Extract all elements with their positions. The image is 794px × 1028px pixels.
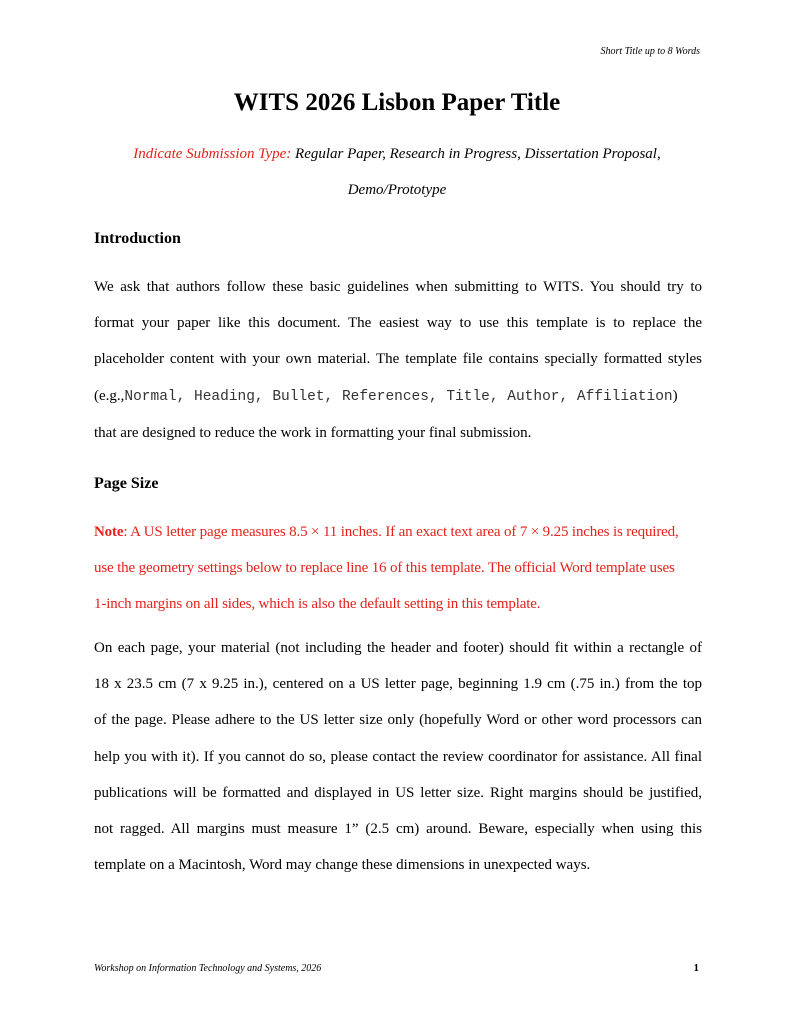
introduction-paragraph bbox=[94, 269, 702, 451]
submission-type-line-2: Demo/Prototype bbox=[347, 182, 447, 198]
submission-type-label: Indicate Submission Type: bbox=[133, 146, 292, 162]
note-line-2: use the geometry settings below to replace line 16 of this template. The official Word template uses bbox=[94, 560, 675, 577]
footer-venue: Workshop on Information Technology and Systems, 2026 bbox=[94, 963, 322, 974]
styles-prefix: (e.g., bbox=[94, 387, 125, 404]
style-names-list: Normal, Heading, Bullet, References, Title, Author, Affiliation bbox=[124, 388, 673, 405]
page-number: 1 bbox=[693, 962, 699, 974]
note-line-1 bbox=[94, 514, 702, 550]
intro-line-3: placeholder content with your own material. The template file contains specially formatted styles bbox=[94, 351, 702, 368]
page-size-line-5: publications will be formatted and displayed in US letter size. Right margins should be justified, bbox=[94, 784, 702, 801]
styles-suffix: ) bbox=[672, 387, 678, 404]
submission-type bbox=[94, 136, 700, 208]
note-line-3: 1-inch margins on all sides, which is also the default setting in this template. bbox=[94, 596, 541, 613]
page-size-note bbox=[94, 514, 702, 623]
page-size-line-4: help you with it). If you cannot do so, please contact the review coordinator for assistance. All final bbox=[94, 748, 702, 765]
note-label: Note bbox=[94, 524, 124, 540]
page-size-line-6: not ragged. All margins must measure 1” (2.5 cm) around. Beware, especially when using this bbox=[94, 821, 702, 838]
intro-line-2: format your paper like this document. The easiest way to use this template is to replace the bbox=[94, 315, 702, 332]
page-size-line-3: of the page. Please adhere to the US letter size only (hopefully Word or other word processors can bbox=[94, 712, 702, 729]
intro-line-5: that are designed to reduce the work in formatting your final submission. bbox=[94, 424, 532, 441]
page-size-heading: Page Size bbox=[94, 475, 159, 492]
page-size-paragraph bbox=[94, 630, 702, 883]
running-head: Short Title up to 8 Words bbox=[600, 46, 700, 57]
page-size-line-7: template on a Macintosh, Word may change these dimensions in unexpected ways. bbox=[94, 857, 591, 874]
page-size-line-1: On each page, your material (not including the header and footer) should fit within a rectangle of bbox=[94, 640, 702, 656]
submission-type-line-1 bbox=[94, 136, 700, 172]
submission-type-options: Regular Paper, Research in Progress, Dissertation Proposal, bbox=[291, 146, 661, 162]
paper-title: WITS 2026 Lisbon Paper Title bbox=[233, 89, 561, 116]
note-line-1-text: : A US letter page measures 8.5 × 11 inches. If an exact text area of 7 × 9.25 inches is required, bbox=[123, 524, 679, 540]
intro-line-4 bbox=[94, 378, 702, 415]
intro-line-1: We ask that authors follow these basic guidelines when submitting to WITS. You should try to bbox=[94, 279, 702, 295]
introduction-heading: Introduction bbox=[94, 230, 181, 247]
page-size-line-2: 18 x 23.5 cm (7 x 9.25 in.), centered on a US letter page, beginning 1.9 cm (.75 in.) from the top bbox=[94, 676, 702, 693]
